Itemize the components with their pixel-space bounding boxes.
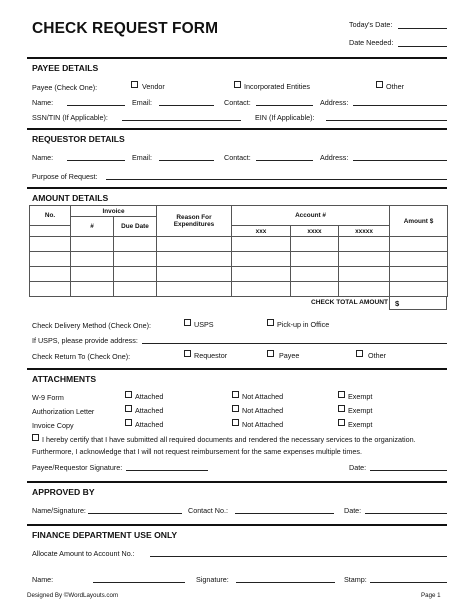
requestor-email-label: Email: xyxy=(132,153,152,162)
not-attached-label: Not Attached xyxy=(242,406,284,415)
invoice-not-attached-checkbox[interactable] xyxy=(232,419,239,426)
table-cell[interactable] xyxy=(390,282,448,297)
date-needed-label: Date Needed: xyxy=(349,38,394,47)
col-no-header: No. xyxy=(30,206,71,226)
approved-section-divider xyxy=(27,481,447,483)
vendor-label: Vendor xyxy=(142,82,165,91)
col-due-header: Due Date xyxy=(114,217,157,237)
allocate-label: Allocate Amount to Account No.: xyxy=(32,549,135,558)
table-cell[interactable] xyxy=(339,282,390,297)
approved-section-title: APPROVED BY xyxy=(32,487,95,497)
col-account-header: Account # xyxy=(232,206,390,226)
requestor-contact-field[interactable] xyxy=(256,160,313,161)
finance-section-divider xyxy=(27,524,447,526)
col-xxx-header: xxx xyxy=(232,226,291,237)
incorporated-label: Incorporated Entities xyxy=(244,82,310,91)
stamp-field[interactable] xyxy=(370,582,447,583)
table-cell[interactable] xyxy=(232,237,291,252)
purpose-label: Purpose of Request: xyxy=(32,172,98,181)
exempt-label: Exempt xyxy=(348,392,373,401)
table-cell[interactable] xyxy=(114,252,157,267)
table-cell[interactable] xyxy=(157,252,232,267)
w9-attached-checkbox[interactable] xyxy=(125,391,132,398)
check-total-label: CHECK TOTAL AMOUNT xyxy=(310,299,388,306)
ein-field[interactable] xyxy=(326,120,447,121)
finance-signature-label: Signature: xyxy=(196,575,229,584)
attachment-row-label: Invoice Copy xyxy=(32,421,74,430)
certify-text-line2: Furthermore, I acknowledge that I will not request reimbursement for the same expenses multiple times. xyxy=(32,447,362,456)
table-row xyxy=(30,252,448,267)
purpose-field[interactable] xyxy=(106,179,447,180)
signature-label: Payee/Requestor Signature: xyxy=(32,463,123,472)
payee-section-title: PAYEE DETAILS xyxy=(32,63,99,73)
attachments-section-divider xyxy=(27,368,447,370)
table-cell[interactable] xyxy=(390,267,448,282)
usps-address-field[interactable] xyxy=(142,343,447,344)
approver-contact-label: Contact No.: xyxy=(188,506,228,515)
approver-name-field[interactable] xyxy=(88,513,182,514)
amount-section-divider xyxy=(27,187,447,189)
page-number: Page 1 xyxy=(421,592,441,599)
attached-label: Attached xyxy=(135,392,164,401)
requestor-name-field[interactable] xyxy=(67,160,125,161)
requestor-section-divider xyxy=(27,128,447,130)
table-cell[interactable] xyxy=(71,267,114,282)
amount-section-title: AMOUNT DETAILS xyxy=(32,193,109,203)
attachment-row-label: Authorization Letter xyxy=(32,407,95,416)
table-cell[interactable] xyxy=(30,282,71,297)
table-cell[interactable] xyxy=(291,252,339,267)
ein-label: EIN (If Applicable): xyxy=(255,113,315,122)
table-row xyxy=(30,237,448,252)
table-cell[interactable] xyxy=(157,237,232,252)
attachment-row-label: W-9 Form xyxy=(32,393,64,402)
table-cell[interactable] xyxy=(30,237,71,252)
payee-name-label: Name: xyxy=(32,98,54,107)
auth-not-attached-checkbox[interactable] xyxy=(232,405,239,412)
payee-contact-label: Contact: xyxy=(224,98,251,107)
table-cell[interactable] xyxy=(339,237,390,252)
pickup-checkbox[interactable] xyxy=(267,319,274,326)
table-cell[interactable] xyxy=(157,282,232,297)
w9-exempt-checkbox[interactable] xyxy=(338,391,345,398)
finance-signature-field[interactable] xyxy=(236,582,335,583)
payee-email-label: Email: xyxy=(132,98,152,107)
col-xxxx-header: xxxx xyxy=(291,226,339,237)
table-cell[interactable] xyxy=(71,282,114,297)
certify-checkbox[interactable] xyxy=(32,434,39,441)
table-cell[interactable] xyxy=(291,267,339,282)
vendor-checkbox[interactable] xyxy=(131,81,138,88)
approver-date-field[interactable] xyxy=(365,513,447,514)
table-cell[interactable] xyxy=(232,252,291,267)
allocate-field[interactable] xyxy=(150,556,447,557)
return-payee-checkbox[interactable] xyxy=(267,350,274,357)
return-other-checkbox[interactable] xyxy=(356,350,363,357)
finance-name-label: Name: xyxy=(32,575,54,584)
delivery-method-label: Check Delivery Method (Check One): xyxy=(32,321,152,330)
certify-text-line1: I hereby certify that I have submitted all required documents and rendered the necessary services to the organization. xyxy=(42,435,416,444)
payee-other-checkbox[interactable] xyxy=(376,81,383,88)
not-attached-label: Not Attached xyxy=(242,420,284,429)
payee-email-field[interactable] xyxy=(159,105,214,106)
payee-address-label: Address: xyxy=(320,98,349,107)
col-xxxxx-header: xxxxx xyxy=(339,226,390,237)
requestor-name-label: Name: xyxy=(32,153,54,162)
table-cell[interactable] xyxy=(30,252,71,267)
usps-address-label: If USPS, please provide address: xyxy=(32,336,138,345)
table-cell[interactable] xyxy=(114,237,157,252)
pickup-label: Pick-up in Office xyxy=(277,320,330,329)
col-hash-header: # xyxy=(71,217,114,237)
ssn-field[interactable] xyxy=(122,120,241,121)
check-total-field[interactable]: $ xyxy=(389,296,447,310)
table-cell[interactable] xyxy=(232,282,291,297)
exempt-label: Exempt xyxy=(348,420,373,429)
invoice-exempt-checkbox[interactable] xyxy=(338,419,345,426)
not-attached-label: Not Attached xyxy=(242,392,284,401)
payee-type-label: Payee (Check One): xyxy=(32,83,98,92)
return-other-label: Other xyxy=(368,351,386,360)
return-requestor-label: Requestor xyxy=(194,351,228,360)
auth-attached-checkbox[interactable] xyxy=(125,405,132,412)
requestor-section-title: REQUESTOR DETAILS xyxy=(32,134,125,144)
table-cell[interactable] xyxy=(30,267,71,282)
payee-address-field[interactable] xyxy=(353,105,447,106)
requestor-email-field[interactable] xyxy=(159,160,214,161)
todays-date-label: Today's Date: xyxy=(349,20,393,29)
payee-section-divider xyxy=(27,57,447,59)
table-cell[interactable] xyxy=(114,282,157,297)
attachment-date-label: Date: xyxy=(349,463,367,472)
table-cell[interactable] xyxy=(232,267,291,282)
requestor-contact-label: Contact: xyxy=(224,153,251,162)
usps-label: USPS xyxy=(194,320,214,329)
attachments-section-title: ATTACHMENTS xyxy=(32,374,97,384)
col-no-header-spacer xyxy=(30,226,71,237)
attached-label: Attached xyxy=(135,420,164,429)
signature-field[interactable] xyxy=(126,470,208,471)
table-cell[interactable] xyxy=(291,282,339,297)
incorporated-checkbox[interactable] xyxy=(234,81,241,88)
exempt-label: Exempt xyxy=(348,406,373,415)
payee-contact-field[interactable] xyxy=(256,105,313,106)
amount-table xyxy=(29,205,448,297)
table-cell[interactable] xyxy=(114,267,157,282)
attachment-date-field[interactable] xyxy=(370,470,447,471)
date-needed-field[interactable] xyxy=(398,46,447,47)
ssn-label: SSN/TIN (If Applicable): xyxy=(32,113,108,122)
table-row xyxy=(30,267,448,282)
table-cell[interactable] xyxy=(390,252,448,267)
auth-exempt-checkbox[interactable] xyxy=(338,405,345,412)
attached-label: Attached xyxy=(135,406,164,415)
table-cell[interactable] xyxy=(157,267,232,282)
finance-section-title: FINANCE DEPARTMENT USE ONLY xyxy=(32,530,178,540)
requestor-address-label: Address: xyxy=(320,153,349,162)
finance-name-field[interactable] xyxy=(93,582,185,583)
invoice-attached-checkbox[interactable] xyxy=(125,419,132,426)
table-cell[interactable] xyxy=(71,252,114,267)
return-requestor-checkbox[interactable] xyxy=(184,350,191,357)
return-payee-label: Payee xyxy=(279,351,300,360)
stamp-label: Stamp: xyxy=(344,575,367,584)
return-to-label: Check Return To (Check One): xyxy=(32,352,131,361)
footer-credit: Designed By ©WordLayouts.com xyxy=(27,592,119,599)
table-cell[interactable] xyxy=(291,237,339,252)
approver-name-label: Name/Signature: xyxy=(32,506,86,515)
table-cell[interactable] xyxy=(339,267,390,282)
approver-contact-field[interactable] xyxy=(235,513,334,514)
check-total-row xyxy=(29,296,447,310)
requestor-address-field[interactable] xyxy=(353,160,447,161)
table-row xyxy=(30,282,448,297)
table-cell[interactable] xyxy=(339,252,390,267)
table-cell[interactable] xyxy=(390,237,448,252)
col-invoice-header: Invoice xyxy=(71,206,157,217)
usps-checkbox[interactable] xyxy=(184,319,191,326)
payee-other-label: Other xyxy=(386,82,404,91)
approver-date-label: Date: xyxy=(344,506,362,515)
form-title: CHECK REQUEST FORM xyxy=(32,20,219,37)
table-cell[interactable] xyxy=(71,237,114,252)
todays-date-field[interactable] xyxy=(398,28,447,29)
col-reason-header: Reason For Expenditures xyxy=(157,206,232,237)
w9-not-attached-checkbox[interactable] xyxy=(232,391,239,398)
col-amount-header: Amount $ xyxy=(390,206,448,237)
payee-name-field[interactable] xyxy=(67,105,125,106)
